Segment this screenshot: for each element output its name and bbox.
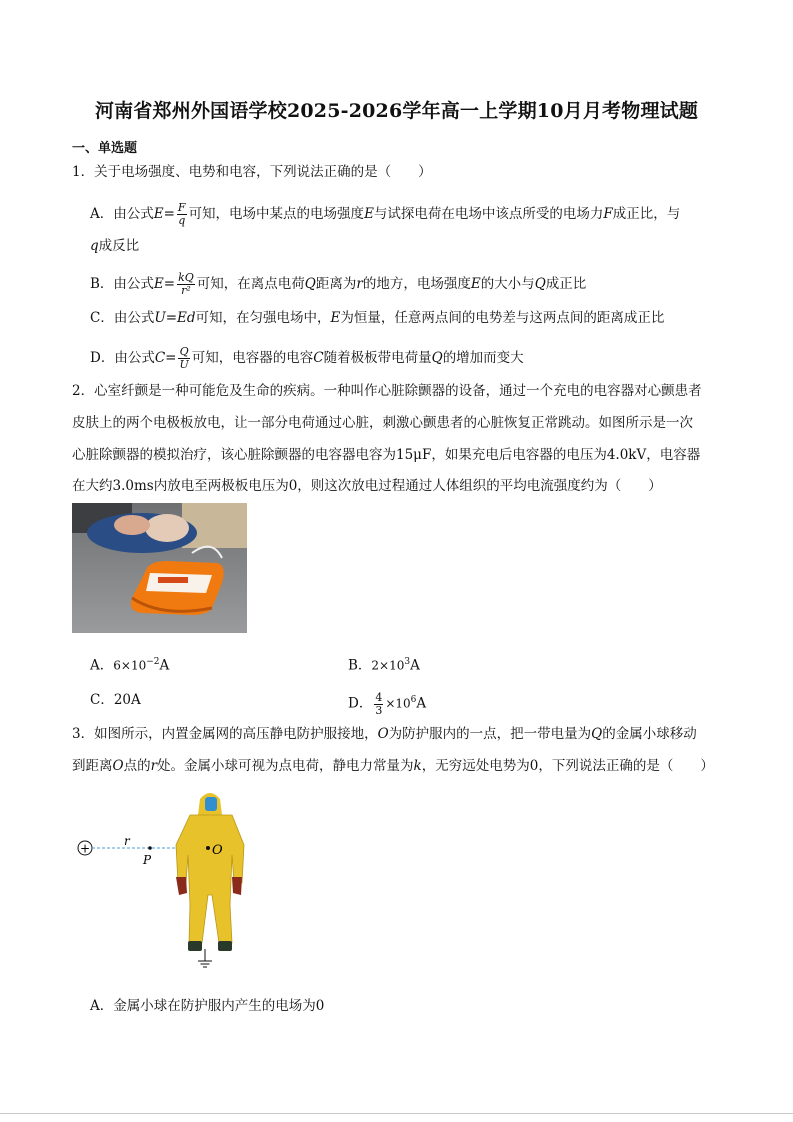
protective-suit-icon [176,793,244,951]
formula-fraction: $\frac{F}{q}$ [177,201,186,227]
q2-line4: 在大约3.0ms内放电至两极板电压为0，则这次放电过程通过人体组织的平均电流强度约为（ ） [72,478,662,494]
protective-suit-figure [72,785,332,975]
ground-symbol-icon [198,949,212,967]
q2-option-d: D． $\frac{4}{3}$ $\times 10^6A$ [348,690,427,717]
q2-option-b: B．$2\times 10^3A$ [348,657,420,674]
q2-option-a: A．$6\times 10^{-2}A$ [90,657,170,674]
q1-option-a: A．由公式E= $\frac{F}{q}$ 可知，电场中某点的电场强度E与试探电荷在电场中该点所受的电场力F成正比，与 [90,201,681,227]
section-heading: 一、单选题 [72,141,138,156]
q1-option-b: B．由公式E= $\frac{kQ}{\text{r²}}$ 可知，在离点电荷Q距离为r的地方，电场强度E的大小与Q成正比 [90,271,587,297]
page-title: 河南省郑州外国语学校2025-2026学年高一上学期10月月考物理试题 [94,100,699,122]
q1-option-c: C．由公式U=Ed可知，在匀强电场中，E为恒量，任意两点间的电势差与这两点间的距离成正比 [90,310,665,326]
q1-option-a-cont: q成反比 [90,238,140,254]
q3-line2: 到距离O点的r处。金属小球可视为点电荷，静电力常量为k，无穷远处电势为0，下列说法正确的是（ ） [72,758,714,774]
formula-fraction: $\frac{Q}{U}$ [179,345,189,371]
point-o-dot [206,846,210,850]
formula-fraction: $\frac{kQ}{\text{r²}}$ [178,271,194,297]
q2-line3: 心脏除颤器的模拟治疗，该心脏除颤器的电容器电容为15μF，如果充电后电容器的电压为4.0kV，电容器 [72,447,701,463]
q2-option-c: C．20A [90,692,141,708]
distance-r-label: r [124,834,130,848]
charge-plus-label: + [79,841,91,856]
q3-line1: 3．如图所示，内置金属网的高压静电防护服接地，O为防护服内的一点，把一带电量为Q的金属小球移动 [72,726,697,742]
q2-line1: 2．心室纤颤是一种可能危及生命的疾病。一种叫作心脏除颤器的设备，通过一个充电的电容器对心颤患者 [72,383,702,399]
point-p-label: P [143,853,152,867]
point-p-dot [148,846,152,850]
q1-stem: 1．关于电场强度、电势和电容，下列说法正确的是（ ） [72,164,432,180]
page-bottom-rule [0,1113,793,1114]
q3-option-a: A．金属小球在防护服内产生的电场为0 [90,998,325,1014]
defibrillator-photo [72,503,247,633]
point-o-label: O [212,843,223,858]
q2-line2: 皮肤上的两个电极板放电，让一部分电荷通过心脏，刺激心颤患者的心脏恢复正常跳动。如图所示是一次 [72,415,693,431]
q1-option-d: D．由公式C= $\frac{Q}{U}$ 可知，电容器的电容C随着极板带电荷量Q的增加而变大 [90,345,524,371]
